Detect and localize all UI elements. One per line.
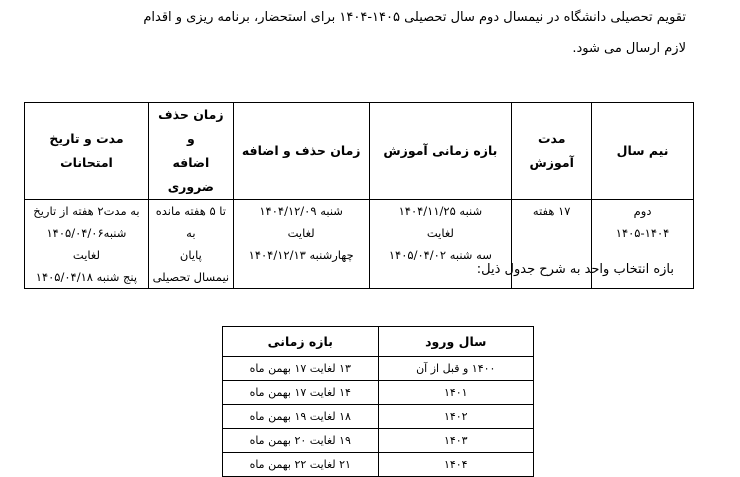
intro-line-1: تقویم تحصیلی دانشگاه در نیمسال دوم سال تحصیلی ۱۴۰۵-۱۴۰۴ برای استحضار، برنامه ریزی و اقدام	[143, 10, 686, 25]
header-teaching-period: بازه زمانی آموزش	[369, 103, 512, 200]
table-row	[223, 381, 534, 405]
calendar-header-row	[25, 103, 694, 200]
table-row	[223, 429, 534, 453]
intro-line-2: لازم ارسال می شود.	[572, 41, 686, 56]
academic-calendar-table	[24, 102, 694, 289]
header-duration: مدت آموزش	[512, 103, 592, 200]
entry-year: ۱۴۰۰ و قبل از آن	[378, 357, 533, 381]
cell-duration: ۱۷ هفته	[512, 200, 592, 289]
cell-semester: دوم ۱۴۰۵-۱۴۰۴	[592, 200, 694, 289]
registration-header-row	[223, 327, 534, 357]
time-range: ۲۱ لغایت ۲۲ بهمن ماه	[223, 453, 379, 477]
table-row	[223, 405, 534, 429]
entry-year: ۱۴۰۴	[378, 453, 533, 477]
cell-teaching-period: شنبه ۱۴۰۴/۱۱/۲۵ لغایت سه شنبه ۱۴۰۵/۰۴/۰۲	[369, 200, 512, 289]
cell-add-drop: شنبه ۱۴۰۴/۱۲/۰۹ لغایت چهارشنبه ۱۴۰۴/۱۲/۱۳	[233, 200, 369, 289]
header-semester: نیم سال	[592, 103, 694, 200]
header-time-range: بازه زمانی	[223, 327, 379, 357]
header-emergency-drop: زمان حذف و اضافه ضروری	[148, 103, 233, 200]
header-add-drop: زمان حذف و اضافه	[233, 103, 369, 200]
time-range: ۱۹ لغایت ۲۰ بهمن ماه	[223, 429, 379, 453]
time-range: ۱۳ لغایت ۱۷ بهمن ماه	[223, 357, 379, 381]
intro-paragraph	[36, 2, 686, 64]
registration-intro: بازه انتخاب واحد به شرح جدول ذیل:	[476, 262, 674, 277]
entry-year: ۱۴۰۱	[378, 381, 533, 405]
header-exams: مدت و تاریخ امتحانات	[25, 103, 149, 200]
time-range: ۱۸ لغایت ۱۹ بهمن ماه	[223, 405, 379, 429]
table-row	[223, 453, 534, 477]
registration-table	[222, 326, 534, 477]
entry-year: ۱۴۰۲	[378, 405, 533, 429]
cell-emergency-drop: تا ۵ هفته مانده به پایان نیمسال تحصیلی	[148, 200, 233, 289]
cell-exams: به مدت۲ هفته از تاریخ شنبه۱۴۰۵/۰۴/۰۶ لغایت پنج شنبه ۱۴۰۵/۰۴/۱۸	[25, 200, 149, 289]
time-range: ۱۴ لغایت ۱۷ بهمن ماه	[223, 381, 379, 405]
table-row	[223, 357, 534, 381]
header-entry-year: سال ورود	[378, 327, 533, 357]
entry-year: ۱۴۰۳	[378, 429, 533, 453]
